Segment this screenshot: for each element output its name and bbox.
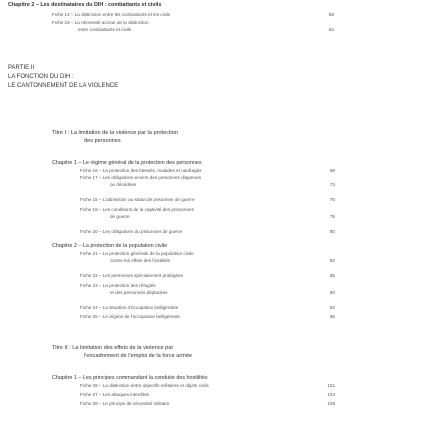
toc-entry: entre combattants et civils 62 xyxy=(78,27,334,32)
toc-entry: Fiche 15 – La nécessité accrue de la distinction xyxy=(52,20,149,25)
toc-entry: Fiche 19 – Les conditions de la captivité des prisonniers xyxy=(80,207,194,212)
toc-entry: Fiche 23 – La protection des réfugiés xyxy=(80,283,156,288)
toc-entry: de guerre 78 xyxy=(110,214,335,219)
chapter-title: Chapitre 2 – La protection de la population civile xyxy=(52,243,168,249)
toc-entry: et des personnes déplacées 90 xyxy=(110,290,335,295)
part-number: PARTIE II xyxy=(8,65,35,71)
toc-entry: Fiche 24 – La situation d'occupation belligérante 92 xyxy=(80,305,335,310)
toc-entry: ou décédées 73 xyxy=(110,182,335,187)
titre-heading: Titre I : La limitation de la violence par la protection xyxy=(52,130,179,136)
toc-entry: Fiche 17 – Les obligations envers des personnes disparues xyxy=(80,175,202,180)
toc-entry: Fiche 28 – Le principe de nécessité militaire 108 xyxy=(80,401,335,406)
chapter-title: Chapitre 1 – Les principes commandant la conduite des hostilités xyxy=(52,375,208,381)
titre-heading: Titre II : La limitation des effets de la violence par xyxy=(52,345,174,351)
titre-heading-continued: l'encadrement de l'emploi de la force armée xyxy=(84,353,193,359)
toc-entry: Fiche 16 – La protection des blessés, malades et naufragés 69 xyxy=(80,168,335,173)
toc-entry: Fiche 14 – La distinction entre les combattants et les civils 58 xyxy=(52,12,334,17)
toc-entry: Fiche 25 – Le régime de l'occupation belligérante 95 xyxy=(80,314,335,319)
toc-entry: contre les effets des hostilités 82 xyxy=(110,258,335,263)
part-title: LA FONCTION DU DIH : xyxy=(8,74,74,80)
toc-entry: Fiche 21 – La protection générale de la population civile xyxy=(80,251,194,256)
chapter-title: Chapitre 1 – Le régime général de la protection des personnes xyxy=(52,160,202,166)
titre-heading-continued: des personnes xyxy=(84,138,121,144)
toc-entry: Fiche 22 – Les personnes spécialement protégées 85 xyxy=(80,273,335,278)
chapter-title: Chapitre 2 – Les destinataires du DIH : combattants et civils xyxy=(8,2,162,8)
toc-entry: Fiche 20 – Les obligations du prisonnier de guerre 80 xyxy=(80,229,335,234)
toc-entry: Fiche 27 – Les attaques interdites 104 xyxy=(80,392,335,397)
toc-entry: Fiche 26 – La distinction entre objectifs militaires et objets civils 101 xyxy=(80,383,335,388)
toc-entry: Fiche 18 – L'admission au statut de prisonnier de guerre 75 xyxy=(80,197,335,202)
part-subtitle: LE CANTONNEMENT DE LA VIOLENCE xyxy=(8,83,119,89)
